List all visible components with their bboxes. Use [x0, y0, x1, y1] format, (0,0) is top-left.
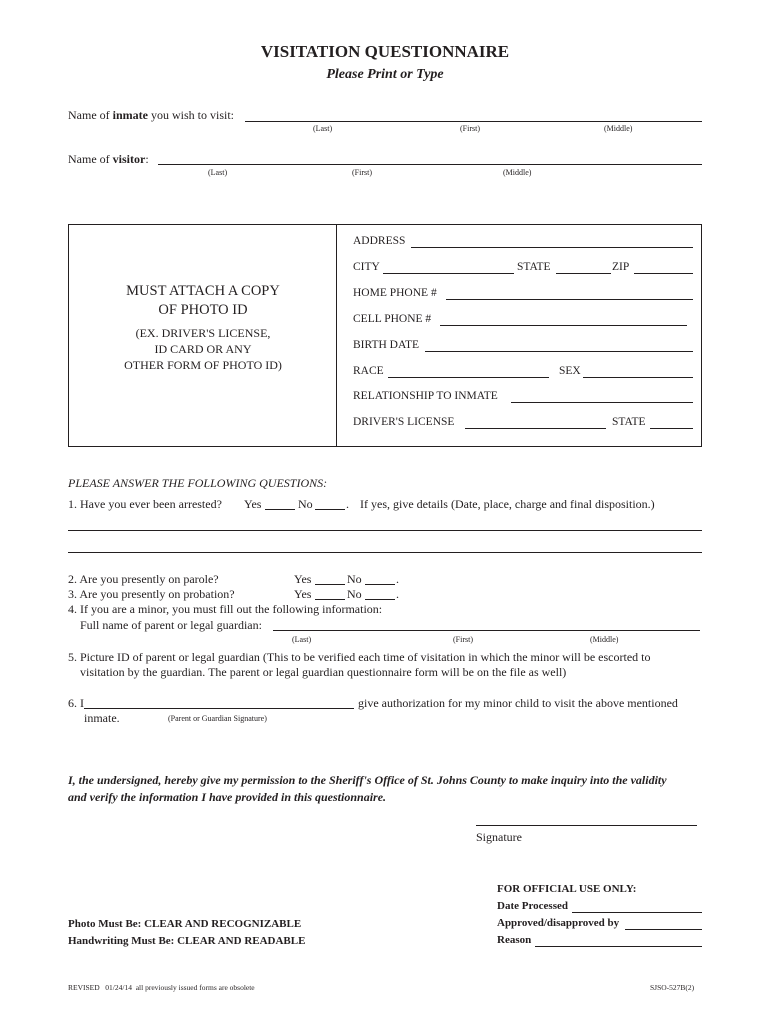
q3-no-label: No [347, 587, 362, 601]
drivers-license-label: DRIVER'S LICENSE [353, 416, 455, 428]
dl-state-label: STATE [612, 416, 646, 428]
photo-id-line3: (EX. DRIVER'S LICENSE, [135, 326, 271, 340]
home-phone-field[interactable] [446, 299, 693, 300]
race-label: RACE [353, 365, 384, 377]
q1-yes-field[interactable] [265, 509, 295, 510]
q3-no-field[interactable] [365, 599, 395, 600]
inmate-last-sublabel: (Last) [313, 124, 333, 133]
photo-id-line5: OTHER FORM OF PHOTO ID) [124, 358, 282, 372]
sex-label: SEX [559, 365, 581, 377]
question-1: 1. Have you ever been arrested? [68, 497, 222, 511]
zip-field[interactable] [634, 273, 693, 274]
q3-yes-label: Yes [294, 587, 312, 601]
official-use-heading: FOR OFFICIAL USE ONLY: [497, 883, 637, 895]
cell-phone-field[interactable] [440, 325, 687, 326]
relationship-field[interactable] [511, 402, 693, 403]
address-field[interactable] [411, 247, 693, 248]
visitor-last-sublabel: (Last) [208, 168, 228, 177]
q6-guardian-signature-field[interactable] [84, 708, 354, 709]
page-subtitle: Please Print or Type [326, 67, 444, 82]
q4-first-sublabel: (First) [453, 635, 473, 644]
form-id: SJSO-527B(2) [650, 983, 695, 992]
approved-label: Approved/disapproved by [497, 917, 620, 929]
q4-guardian-label: Full name of parent or legal guardian: [80, 618, 262, 632]
visitor-middle-sublabel: (Middle) [503, 168, 532, 177]
approved-field[interactable] [625, 929, 702, 930]
permission-line2: and verify the information I have provided in this questionnaire. [68, 790, 387, 804]
question-3: 3. Are you presently on probation? [68, 587, 235, 601]
question-6-prefix: 6. I [68, 696, 84, 710]
signature-label: Signature [476, 830, 522, 844]
photo-note: Photo Must Be: CLEAR AND RECOGNIZABLE [68, 918, 302, 930]
q4-last-sublabel: (Last) [292, 635, 312, 644]
question-6-suffix: give authorization for my minor child to visit the above mentioned [358, 696, 678, 710]
visitor-first-sublabel: (First) [352, 168, 372, 177]
city-field[interactable] [383, 273, 514, 274]
q1-yes-label: Yes [244, 497, 262, 511]
page-title: VISITATION QUESTIONNAIRE [260, 42, 510, 61]
photo-id-line4: ID CARD OR ANY [154, 342, 252, 356]
date-processed-field[interactable] [572, 912, 702, 913]
reason-label: Reason [497, 934, 532, 946]
photo-id-line1: MUST ATTACH A COPY [126, 283, 280, 299]
q2-no-label: No [347, 572, 362, 586]
zip-label: ZIP [612, 261, 630, 273]
permission-line1: I, the undersigned, hereby give my permission to the Sheriff's Office of St. Johns County to make inquiry into the validity [68, 773, 667, 787]
birth-date-field[interactable] [425, 351, 693, 352]
question-5-line2: visitation by the guardian. The parent or legal guardian questionnaire form will be on the file as well) [80, 665, 567, 679]
q1-answer-line-1[interactable] [68, 530, 702, 531]
box-divider [336, 225, 337, 446]
questions-heading: PLEASE ANSWER THE FOLLOWING QUESTIONS: [68, 476, 328, 490]
dl-state-field[interactable] [650, 428, 693, 429]
drivers-license-field[interactable] [465, 428, 606, 429]
inmate-middle-sublabel: (Middle) [604, 124, 633, 133]
handwriting-note: Handwriting Must Be: CLEAR AND READABLE [68, 935, 306, 947]
cell-phone-label: CELL PHONE # [353, 313, 432, 325]
q2-yes-label: Yes [294, 572, 312, 586]
q4-middle-sublabel: (Middle) [590, 635, 619, 644]
q1-no-field[interactable] [315, 509, 345, 510]
birth-date-label: BIRTH DATE [353, 339, 420, 351]
visitor-name-field[interactable] [158, 164, 702, 165]
race-field[interactable] [388, 377, 549, 378]
visitor-name-label: Name of visitor: [68, 152, 149, 166]
date-processed-label: Date Processed [497, 900, 568, 912]
q1-detail: If yes, give details (Date, place, charge and final disposition.) [360, 497, 655, 511]
question-4: 4. If you are a minor, you must fill out the following information: [68, 602, 383, 616]
state-field[interactable] [556, 273, 611, 274]
sex-field[interactable] [583, 377, 693, 378]
q3-period: . [396, 587, 399, 601]
question-6-inmate: inmate. [84, 711, 120, 725]
q2-no-field[interactable] [365, 584, 395, 585]
q1-no-label: No [298, 497, 313, 511]
reason-field[interactable] [535, 946, 702, 947]
photo-id-line2: OF PHOTO ID [158, 302, 248, 318]
state-label: STATE [517, 261, 551, 273]
revised-footer: REVISED 01/24/14 all previously issued forms are obsolete [68, 983, 255, 992]
q2-period: . [396, 572, 399, 586]
signature-field[interactable] [476, 825, 697, 826]
q1-period: . [346, 497, 349, 511]
question-5-line1: 5. Picture ID of parent or legal guardian (This to be verified each time of visitation in which the minor will be escorted to [68, 650, 651, 664]
inmate-name-field[interactable] [245, 121, 702, 122]
home-phone-label: HOME PHONE # [353, 287, 437, 299]
q1-answer-line-2[interactable] [68, 552, 702, 553]
city-label: CITY [353, 261, 380, 273]
relationship-label: RELATIONSHIP TO INMATE [353, 390, 498, 402]
q6-signature-sublabel: (Parent or Guardian Signature) [168, 714, 267, 723]
inmate-first-sublabel: (First) [460, 124, 480, 133]
inmate-name-label: Name of inmate you wish to visit: [68, 108, 234, 122]
q3-yes-field[interactable] [315, 599, 345, 600]
address-label: ADDRESS [353, 235, 406, 247]
q2-yes-field[interactable] [315, 584, 345, 585]
question-2: 2. Are you presently on parole? [68, 572, 219, 586]
q4-guardian-field[interactable] [273, 630, 700, 631]
